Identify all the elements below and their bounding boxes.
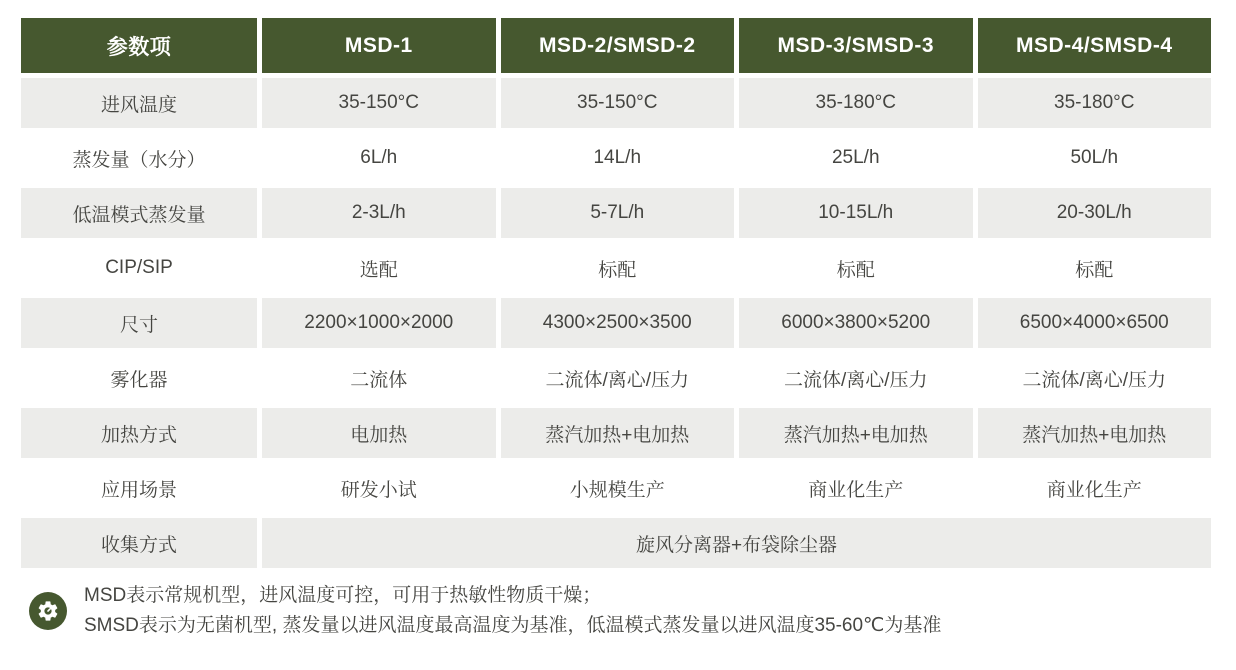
cell-value: 蒸汽加热+电加热: [978, 408, 1212, 458]
cell-value: 10-15L/h: [739, 188, 973, 238]
header-cell-msd3: MSD-3/SMSD-3: [739, 18, 973, 73]
cell-value: 6500×4000×6500: [978, 298, 1212, 348]
cell-value: 蒸汽加热+电加热: [739, 408, 973, 458]
cell-value: 14L/h: [501, 133, 735, 183]
cell-value: 35-180°C: [978, 78, 1212, 128]
cell-value: 2200×1000×2000: [262, 298, 496, 348]
cell-value: 35-180°C: [739, 78, 973, 128]
footnote-line-1: MSD表示常规机型，进风温度可控，可用于热敏性物质干燥；: [84, 585, 602, 606]
row-label-atomizer: 雾化器: [21, 353, 257, 403]
cell-value: 商业化生产: [739, 463, 973, 513]
cell-value: 4300×2500×3500: [501, 298, 735, 348]
cell-value: 商业化生产: [978, 463, 1212, 513]
cell-value: 选配: [262, 243, 496, 293]
row-label-dimensions: 尺寸: [21, 298, 257, 348]
header-cell-param: 参数项: [21, 18, 257, 73]
row-label-lowtemp-evaporation: 低温模式蒸发量: [21, 188, 257, 238]
footnote: [21, 581, 1211, 641]
cell-value: 25L/h: [739, 133, 973, 183]
row-label-evaporation: 蒸发量（水分）: [21, 133, 257, 183]
header-cell-msd2: MSD-2/SMSD-2: [501, 18, 735, 73]
cell-value: 20-30L/h: [978, 188, 1212, 238]
cell-value: 二流体: [262, 353, 496, 403]
gear-icon: [29, 592, 67, 630]
row-label-inlet-temp: 进风温度: [21, 78, 257, 128]
cell-value: 2-3L/h: [262, 188, 496, 238]
cell-value: 标配: [501, 243, 735, 293]
cell-value: 标配: [739, 243, 973, 293]
cell-value-merged: 旋风分离器+布袋除尘器: [262, 518, 1211, 568]
cell-value: 小规模生产: [501, 463, 735, 513]
cell-value: 35-150°C: [262, 78, 496, 128]
cell-value: 研发小试: [262, 463, 496, 513]
cell-value: 二流体/离心/压力: [501, 353, 735, 403]
cell-value: 5-7L/h: [501, 188, 735, 238]
cell-value: 6L/h: [262, 133, 496, 183]
cell-value: 二流体/离心/压力: [978, 353, 1212, 403]
cell-value: 50L/h: [978, 133, 1212, 183]
footnote-line-2: SMSD表示为无菌机型, 蒸发量以进风温度最高温度为基准，低温模式蒸发量以进风温度35-60℃为基准: [84, 615, 942, 636]
row-label-cip-sip: CIP/SIP: [21, 243, 257, 293]
spec-table: [21, 18, 1211, 568]
footnote-text: [84, 581, 941, 641]
row-label-heating-method: 加热方式: [21, 408, 257, 458]
cell-value: 35-150°C: [501, 78, 735, 128]
cell-value: 蒸汽加热+电加热: [501, 408, 735, 458]
row-label-application: 应用场景: [21, 463, 257, 513]
cell-value: 电加热: [262, 408, 496, 458]
cell-value: 6000×3800×5200: [739, 298, 973, 348]
header-cell-msd4: MSD-4/SMSD-4: [978, 18, 1212, 73]
cell-value: 标配: [978, 243, 1212, 293]
cell-value: 二流体/离心/压力: [739, 353, 973, 403]
row-label-collection-method: 收集方式: [21, 518, 257, 568]
header-cell-msd1: MSD-1: [262, 18, 496, 73]
